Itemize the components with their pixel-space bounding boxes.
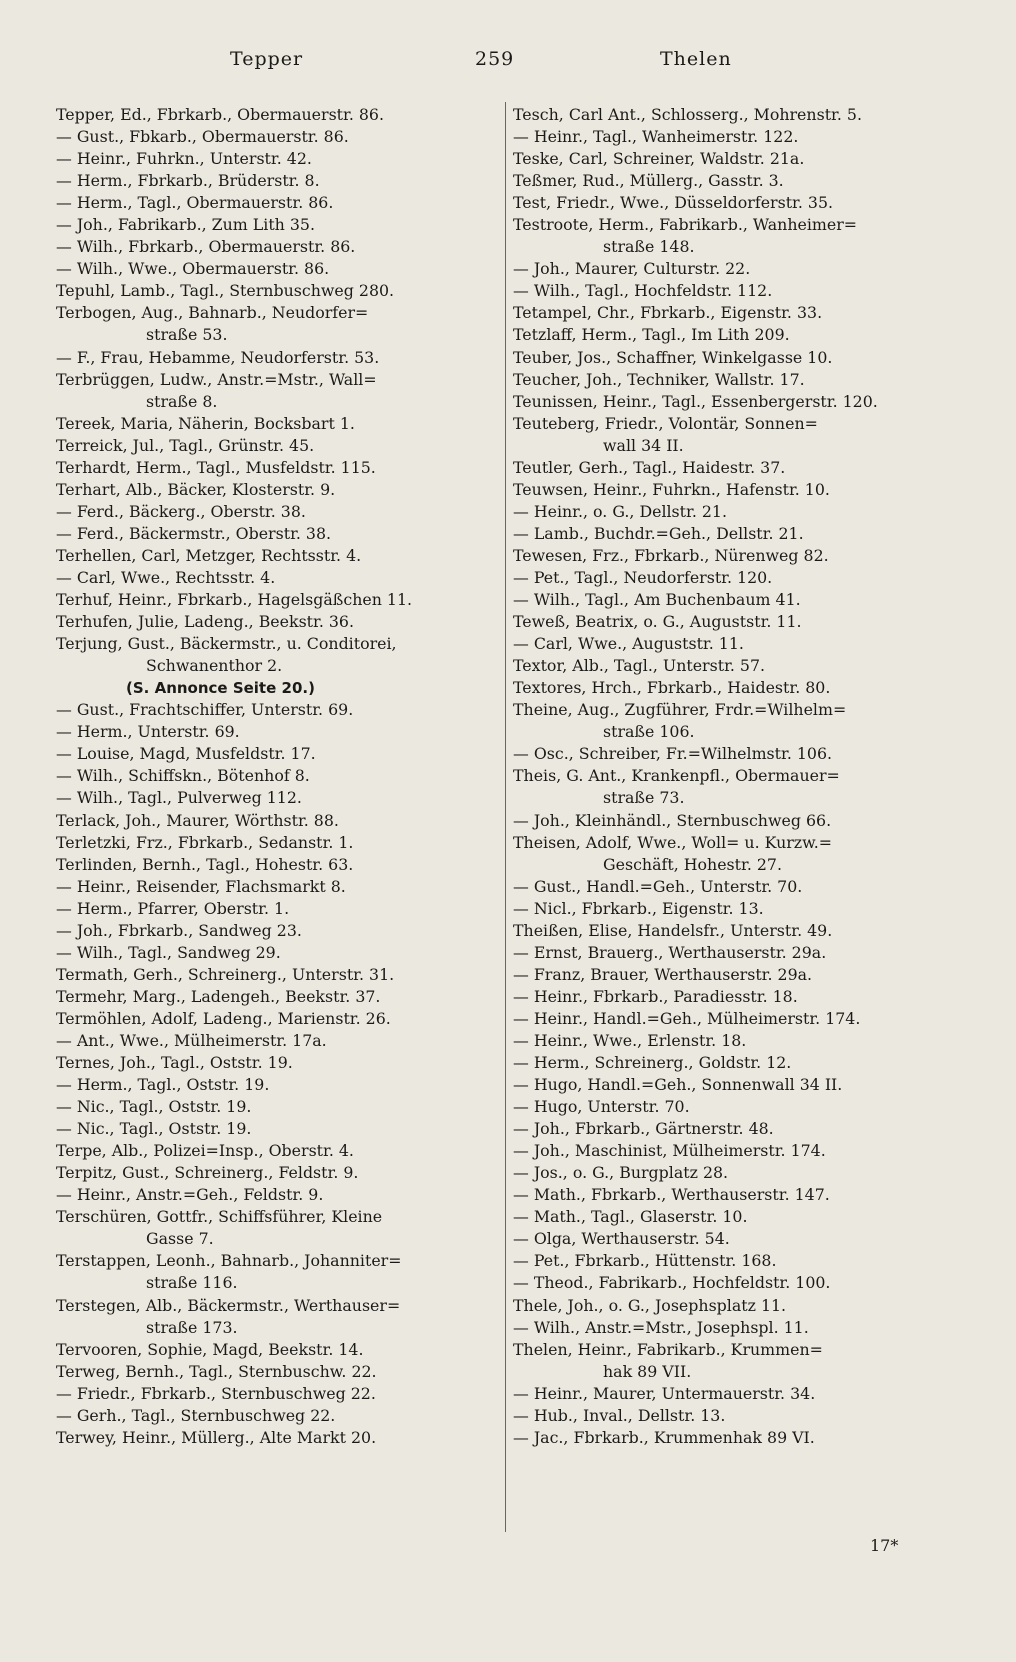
directory-entry: Termehr, Marg., Ladengeh., Beekstr. 37. <box>56 986 381 1006</box>
directory-entry: — Math., Tagl., Glaserstr. 10. <box>513 1207 748 1227</box>
left-column <box>56 104 506 1449</box>
directory-entry: — Ant., Wwe., Mülheimerstr. 17a. <box>56 1030 327 1050</box>
directory-entry: Tereek, Maria, Näherin, Bocksbart 1. <box>56 413 355 433</box>
directory-entry: Terbrüggen, Ludw., Anstr.=Mstr., Wall= <box>56 369 377 389</box>
directory-entry: — Heinr., Fuhrkn., Unterstr. 42. <box>56 149 312 169</box>
directory-entry: Terschüren, Gottfr., Schiffsführer, Kleine <box>56 1207 383 1227</box>
directory-entry: — Ernst, Brauerg., Werthauserstr. 29a. <box>513 942 827 962</box>
directory-entry: straße 173. <box>146 1317 238 1337</box>
directory-entry: — Louise, Magd, Musfeldstr. 17. <box>56 744 316 764</box>
directory-entry: Terjung, Gust., Bäckermstr., u. Conditorei, <box>56 634 397 654</box>
directory-entry: — Pet., Fbrkarb., Hüttenstr. 168. <box>513 1251 777 1271</box>
directory-entry: — Joh., Maschinist, Mülheimerstr. 174. <box>513 1141 826 1161</box>
directory-entry: Teßmer, Rud., Müllerg., Gasstr. 3. <box>513 171 784 191</box>
directory-entry: Tewesen, Frz., Fbrkarb., Nürenweg 82. <box>513 545 829 565</box>
signature-mark: 17* <box>870 1536 899 1555</box>
directory-entry: Thelen, Heinr., Fabrikarb., Krummen= <box>513 1339 823 1359</box>
directory-entry: — Carl, Wwe., Rechtsstr. 4. <box>56 567 276 587</box>
directory-entry: Theißen, Elise, Handelsfr., Unterstr. 49. <box>513 920 833 940</box>
directory-entry: Tetampel, Chr., Fbrkarb., Eigenstr. 33. <box>513 303 823 323</box>
directory-entry: — Hugo, Unterstr. 70. <box>513 1097 690 1117</box>
directory-entry: Terstegen, Alb., Bäckermstr., Werthauser= <box>56 1295 401 1315</box>
directory-entry: Tepper, Ed., Fbrkarb., Obermauerstr. 86. <box>56 105 385 124</box>
directory-entry: Terpe, Alb., Polizei=Insp., Oberstr. 4. <box>56 1141 354 1161</box>
directory-entry: Theisen, Adolf, Wwe., Woll= u. Kurzw.= <box>513 832 833 852</box>
directory-entry: Theine, Aug., Zugführer, Frdr.=Wilhelm= <box>513 700 847 720</box>
directory-entry: straße 106. <box>603 722 695 742</box>
directory-entry: Geschäft, Hohestr. 27. <box>603 854 782 874</box>
directory-entry: Terletzki, Frz., Fbrkarb., Sedanstr. 1. <box>56 832 354 852</box>
directory-entry: — Osc., Schreiber, Fr.=Wilhelmstr. 106. <box>513 744 833 764</box>
header-right-keyword: Thelen <box>660 48 732 70</box>
directory-entry: — Joh., Fbrkarb., Gärtnerstr. 48. <box>513 1119 774 1139</box>
directory-entry: — Friedr., Fbrkarb., Sternbuschweg 22. <box>56 1383 376 1403</box>
directory-entry: — Heinr., Wwe., Erlenstr. 18. <box>513 1030 747 1050</box>
directory-entry: Terreick, Jul., Tagl., Grünstr. 45. <box>56 435 315 455</box>
directory-entry: — Lamb., Buchdr.=Geh., Dellstr. 21. <box>513 523 804 543</box>
directory-entry: — Heinr., Tagl., Wanheimerstr. 122. <box>513 127 799 147</box>
directory-entry: — Hub., Inval., Dellstr. 13. <box>513 1405 726 1425</box>
directory-entry: — Hugo, Handl.=Geh., Sonnenwall 34 II. <box>513 1075 843 1095</box>
directory-entry: Teske, Carl, Schreiner, Waldstr. 21a. <box>513 149 805 169</box>
directory-entry: — Gust., Fbkarb., Obermauerstr. 86. <box>56 127 349 147</box>
directory-entry: — Math., Fbrkarb., Werthauserstr. 147. <box>513 1185 830 1205</box>
directory-entry: — Heinr., Anstr.=Geh., Feldstr. 9. <box>56 1185 324 1205</box>
directory-entry: — Wilh., Tagl., Am Buchenbaum 41. <box>513 590 801 610</box>
directory-entry: — Joh., Kleinhändl., Sternbuschweg 66. <box>513 810 832 830</box>
page-header <box>0 48 1016 78</box>
directory-entry: Tepuhl, Lamb., Tagl., Sternbuschweg 280. <box>56 281 395 301</box>
directory-entry: — Herm., Tagl., Obermauerstr. 86. <box>56 193 334 213</box>
header-left-keyword: Tepper <box>230 48 304 70</box>
directory-entry: Textor, Alb., Tagl., Unterstr. 57. <box>513 656 766 676</box>
directory-entry: — Gust., Handl.=Geh., Unterstr. 70. <box>513 876 803 896</box>
directory-entry: — Wilh., Schiffskn., Bötenhof 8. <box>56 766 310 786</box>
directory-entry: Terhufen, Julie, Ladeng., Beekstr. 36. <box>56 612 355 632</box>
directory-entry: straße 116. <box>146 1273 238 1293</box>
directory-entry: straße 73. <box>603 788 685 808</box>
directory-entry: — Herm., Unterstr. 69. <box>56 722 240 742</box>
directory-entry: — Joh., Fabrikarb., Zum Lith 35. <box>56 215 315 235</box>
directory-entry: Termöhlen, Adolf, Ladeng., Marienstr. 26. <box>56 1008 391 1028</box>
directory-entry: Schwanenthor 2. <box>146 656 283 676</box>
column-divider <box>505 102 506 1532</box>
directory-entry: Tesch, Carl Ant., Schlosserg., Mohrenstr. 5. <box>513 105 862 124</box>
directory-entry: — Carl, Wwe., Auguststr. 11. <box>513 634 744 654</box>
directory-entry: wall 34 II. <box>603 435 684 455</box>
directory-entry: straße 148. <box>603 237 695 257</box>
directory-entry: — Wilh., Fbrkarb., Obermauerstr. 86. <box>56 237 356 257</box>
directory-entry: — Joh., Fbrkarb., Sandweg 23. <box>56 920 302 940</box>
directory-entry: — Wilh., Tagl., Pulverweg 112. <box>56 788 302 808</box>
directory-entry: Tetzlaff, Herm., Tagl., Im Lith 209. <box>513 325 790 345</box>
directory-entry: — Heinr., Maurer, Untermauerstr. 34. <box>513 1383 816 1403</box>
directory-entry: — Wilh., Anstr.=Mstr., Josephspl. 11. <box>513 1317 809 1337</box>
directory-entry: — Wilh., Wwe., Obermauerstr. 86. <box>56 259 330 279</box>
directory-entry: Teucher, Joh., Techniker, Wallstr. 17. <box>513 369 805 389</box>
directory-entry: straße 53. <box>146 325 228 345</box>
directory-entry: — Jos., o. G., Burgplatz 28. <box>513 1163 729 1183</box>
directory-entry: — Herm., Tagl., Oststr. 19. <box>56 1075 270 1095</box>
directory-entry: Terpitz, Gust., Schreinerg., Feldstr. 9. <box>56 1163 359 1183</box>
directory-entry: — Herm., Pfarrer, Oberstr. 1. <box>56 898 290 918</box>
directory-entry: Theis, G. Ant., Krankenpfl., Obermauer= <box>513 766 840 786</box>
directory-entry: Teweß, Beatrix, o. G., Auguststr. 11. <box>513 612 802 632</box>
directory-entry: — Heinr., Handl.=Geh., Mülheimerstr. 174. <box>513 1008 861 1028</box>
directory-entry: — Ferd., Bäckerg., Oberstr. 38. <box>56 501 306 521</box>
directory-entry: Terwey, Heinr., Müllerg., Alte Markt 20. <box>56 1427 377 1447</box>
directory-entry: — Gerh., Tagl., Sternbuschweg 22. <box>56 1405 336 1425</box>
directory-entry: — Olga, Werthauserstr. 54. <box>513 1229 730 1249</box>
directory-entry: Terlack, Joh., Maurer, Wörthstr. 88. <box>56 810 339 830</box>
directory-entry: Terhart, Alb., Bäcker, Klosterstr. 9. <box>56 479 336 499</box>
directory-entry: Teuteberg, Friedr., Volontär, Sonnen= <box>513 413 818 433</box>
directory-entry: — Herm., Fbrkarb., Brüderstr. 8. <box>56 171 320 191</box>
directory-entry: Ternes, Joh., Tagl., Oststr. 19. <box>56 1053 293 1073</box>
directory-entry: Terhellen, Carl, Metzger, Rechtsstr. 4. <box>56 545 362 565</box>
page-number: 259 <box>475 48 515 70</box>
directory-entry: hak 89 VII. <box>603 1361 692 1381</box>
directory-entry: Terhardt, Herm., Tagl., Musfeldstr. 115. <box>56 457 376 477</box>
directory-entry: — Nicl., Fbrkarb., Eigenstr. 13. <box>513 898 764 918</box>
directory-entry: (S. Annonce Seite 20.) <box>126 679 315 698</box>
directory-entry: — Wilh., Tagl., Hochfeldstr. 112. <box>513 281 773 301</box>
directory-entry: Thele, Joh., o. G., Josephsplatz 11. <box>513 1295 787 1315</box>
directory-entry: Terhuf, Heinr., Fbrkarb., Hagelsgäßchen 11. <box>56 590 413 610</box>
directory-entry: — Heinr., Fbrkarb., Paradiesstr. 18. <box>513 986 798 1006</box>
directory-entry: Testroote, Herm., Fabrikarb., Wanheimer= <box>513 215 858 235</box>
directory-entry: — Theod., Fabrikarb., Hochfeldstr. 100. <box>513 1273 831 1293</box>
directory-entry: Terbogen, Aug., Bahnarb., Neudorfer= <box>56 303 369 323</box>
directory-entry: — Herm., Schreinerg., Goldstr. 12. <box>513 1053 792 1073</box>
directory-entry: — Jac., Fbrkarb., Krummenhak 89 VI. <box>513 1427 815 1447</box>
directory-entry: Terstappen, Leonh., Bahnarb., Johanniter= <box>56 1251 402 1271</box>
right-column <box>513 104 968 1449</box>
directory-entry: Terweg, Bernh., Tagl., Sternbuschw. 22. <box>56 1361 377 1381</box>
directory-entry: Textores, Hrch., Fbrkarb., Haidestr. 80. <box>513 678 831 698</box>
directory-entry: Termath, Gerh., Schreinerg., Unterstr. 31. <box>56 964 395 984</box>
directory-entry: Test, Friedr., Wwe., Düsseldorferstr. 35. <box>513 193 834 213</box>
directory-entry: — F., Frau, Hebamme, Neudorferstr. 53. <box>56 347 380 367</box>
directory-entry: Gasse 7. <box>146 1229 214 1249</box>
directory-entry: Tervooren, Sophie, Magd, Beekstr. 14. <box>56 1339 364 1359</box>
directory-entry: — Nic., Tagl., Oststr. 19. <box>56 1119 252 1139</box>
directory-entry: — Gust., Frachtschiffer, Unterstr. 69. <box>56 700 354 720</box>
directory-entry: Terlinden, Bernh., Tagl., Hohestr. 63. <box>56 854 354 874</box>
directory-entry: — Heinr., o. G., Dellstr. 21. <box>513 501 727 521</box>
directory-entry: Teuwsen, Heinr., Fuhrkn., Hafenstr. 10. <box>513 479 830 499</box>
directory-entry: — Nic., Tagl., Oststr. 19. <box>56 1097 252 1117</box>
directory-entry: Teutler, Gerh., Tagl., Haidestr. 37. <box>513 457 786 477</box>
directory-entry: — Pet., Tagl., Neudorferstr. 120. <box>513 567 773 587</box>
directory-entry: straße 8. <box>146 391 218 411</box>
directory-entry: — Heinr., Reisender, Flachsmarkt 8. <box>56 876 346 896</box>
directory-entry: — Joh., Maurer, Culturstr. 22. <box>513 259 751 279</box>
directory-entry: — Wilh., Tagl., Sandweg 29. <box>56 942 281 962</box>
directory-entry: — Ferd., Bäckermstr., Oberstr. 38. <box>56 523 332 543</box>
directory-entry: Teuber, Jos., Schaffner, Winkelgasse 10. <box>513 347 833 367</box>
directory-entry: Teunissen, Heinr., Tagl., Essenbergerstr. 120. <box>513 391 878 411</box>
directory-entry: — Franz, Brauer, Werthauserstr. 29a. <box>513 964 813 984</box>
